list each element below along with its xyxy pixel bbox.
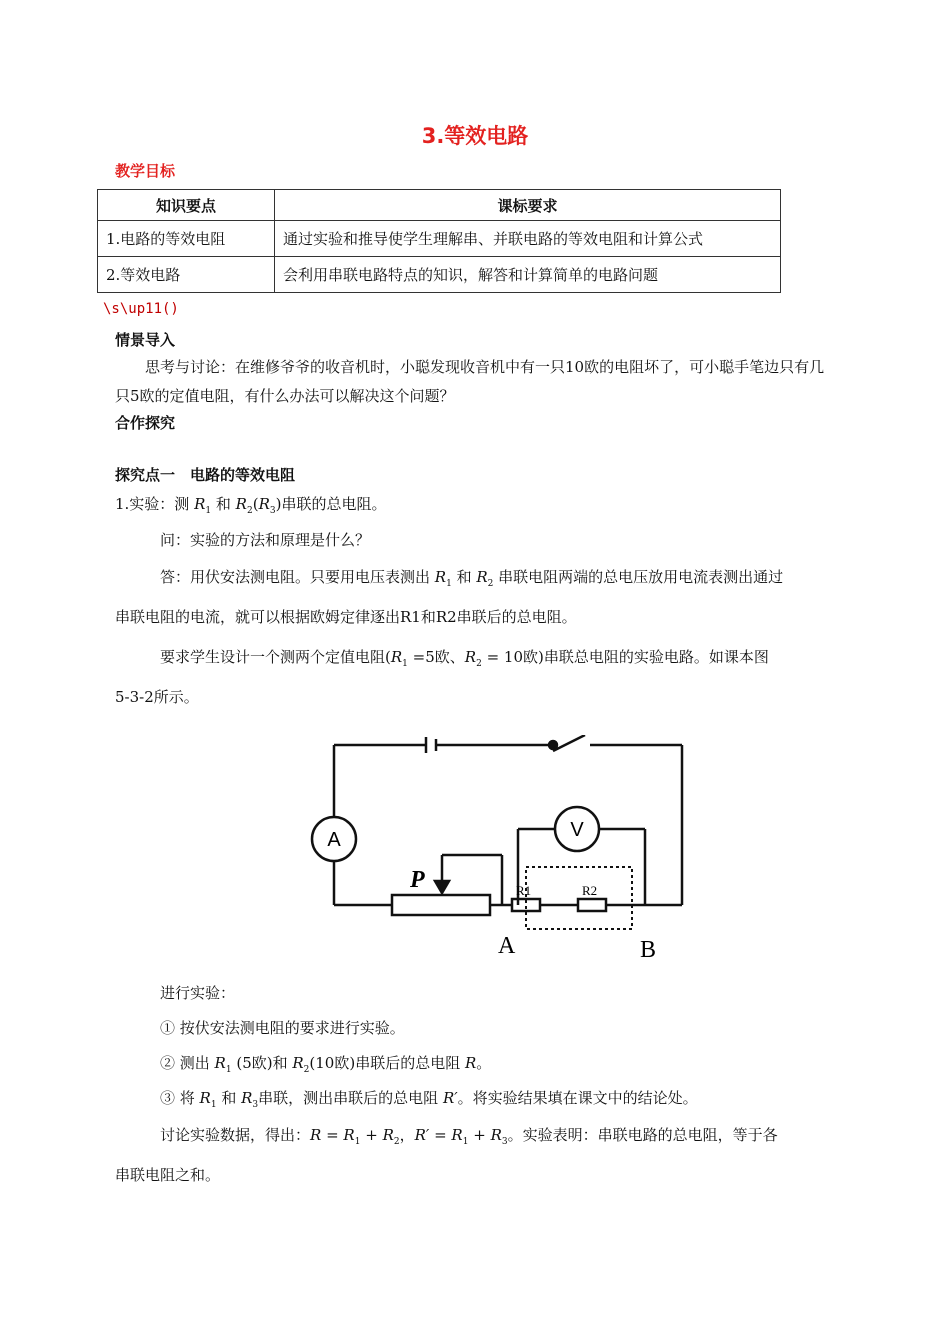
step-3: ③ 将 $R_1$ 和 $R_3$串联，测出串联后的总电阻 R′。将实验结果填在课文中的结论处。 (160, 1089, 698, 1110)
point-b-label: B (640, 937, 657, 963)
field-code: \s\up11() (103, 301, 179, 317)
goals-heading: 教学目标 (115, 162, 176, 180)
slider-label: P (410, 867, 425, 893)
goals-table (97, 189, 781, 293)
table-row (98, 257, 781, 293)
intro-paragraph: 思考与讨论：在维修爷爷的收音机时，小聪发现收音机中有一只10欧的电阻坏了，可小聪手笔边只有几只5欧的定值电阻，有什么办法可以解决这个问题？ (115, 358, 825, 405)
r1-label: R1 (516, 883, 532, 898)
table-header-cell: 知识要点 (98, 190, 275, 221)
voltmeter-label: V (570, 819, 584, 841)
circuit-diagram (300, 735, 690, 970)
page-title: 3.等效电路 (421, 124, 529, 148)
requirement-line: 要求学生设计一个测两个定值电阻($R_1 =5$欧、$R_2 = 10$欧)串联总电阻的实验电路。如课本图 (160, 648, 769, 669)
question-line: 问：实验的方法和原理是什么？ (160, 531, 371, 549)
resistor-r2 (578, 899, 606, 911)
point-a-label: A (498, 933, 516, 959)
intro-heading: 情景导入 (115, 331, 176, 349)
table-header-cell: 课标要求 (275, 190, 781, 221)
step-1: ① 按伏安法测电阻的要求进行实验。 (160, 1019, 405, 1037)
section-heading: 探究点一 电路的等效电阻 (115, 466, 296, 484)
slider-arrow (435, 881, 449, 893)
discussion-line: 讨论实验数据，得出：$R = R_1 + R_2$，$R' = R_1 + R_3$。实验表明：串联电路的总电阻，等于各 (160, 1126, 778, 1147)
table-header-row (98, 190, 781, 221)
requirement-line-2: 5-3-2所示。 (115, 688, 199, 706)
experiment-line: 1.实验：测 $R_1$ 和 $R_2(R_3)$串联的总电阻。 (115, 495, 387, 516)
coop-heading: 合作探究 (115, 414, 176, 432)
steps-intro: 进行实验： (160, 984, 236, 1002)
step-2: ② 测出 $R_1$ (5欧)和 $R_2(10$欧)串联后的总电阻 R。 (160, 1054, 492, 1075)
answer-line-2: 串联电阻的电流，就可以根据欧姆定律逐出R1和R2串联后的总电阻。 (115, 608, 577, 626)
answer-line: 答：用伏安法测电阻。只要用电压表测出 $R_1$ 和 $R_2$ 串联电阻两端的总电压放用电流表测出通过 (160, 568, 784, 589)
rheostat (392, 895, 490, 915)
r2-label: R2 (582, 883, 598, 898)
table-cell: 会利用串联电路特点的知识，解答和计算简单的电路问题 (275, 257, 781, 293)
ammeter-label: A (327, 829, 341, 851)
table-row (98, 221, 781, 257)
switch-pivot (549, 741, 557, 749)
table-cell: 1.电路的等效电阻 (98, 221, 275, 257)
discussion-line-2: 串联电阻之和。 (115, 1166, 221, 1184)
table-cell: 通过实验和推导使学生理解串、并联电路的等效电阻和计算公式 (275, 221, 781, 257)
table-cell: 2.等效电路 (98, 257, 275, 293)
